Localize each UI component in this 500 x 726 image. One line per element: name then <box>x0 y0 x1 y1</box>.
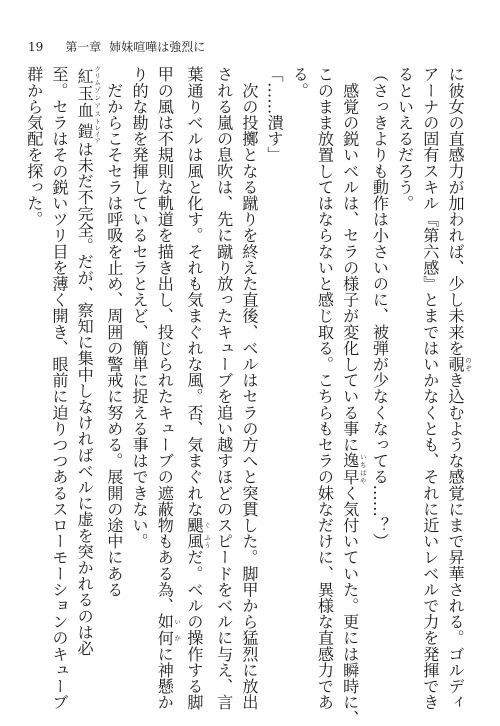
text-line <box>181 66 211 711</box>
text-segment: （さっきよりも動作は小さいのに、被弾が少なくなってる……？） <box>369 66 389 549</box>
text-line <box>312 66 337 710</box>
ruby-base: 如 <box>154 613 174 630</box>
text-line <box>337 66 367 726</box>
text-segment: 甲の風は不規則な軌道を描き出し、投じられたキューブの遮蔽物もある為、 <box>154 66 174 614</box>
ruby-annotated-kanji <box>340 468 367 485</box>
ruby-annotated-kanji <box>154 629 182 646</box>
page-header <box>28 38 205 56</box>
text-segment: 次の投擲となる蹴りを終えた直後、ベルはセラの方へと突貫した。脚甲から猛烈に放出 <box>239 66 259 710</box>
text-segment: に神懸か <box>154 645 174 711</box>
ruby-annotated-kanji <box>445 355 472 372</box>
text-line <box>46 66 71 710</box>
ruby-reading: か <box>173 629 182 646</box>
text-line <box>101 66 126 682</box>
text-segment: 感覚の鋭いベルは、セラの様子が変化している事に <box>340 66 360 453</box>
ruby-reading: アス <box>93 101 102 118</box>
text-segment: り的な勘を発揮しているセラとえど、簡単に捉える事はできない。 <box>129 66 149 549</box>
text-segment: 至。セラはその鋭いツリ目を薄く開き、眼前に迫りつつあるスローモーションのキューブ <box>49 66 69 710</box>
text-line <box>392 66 417 682</box>
ruby-base: 逸 <box>340 452 360 469</box>
text-segment: アーナの固有スキル『第六感』とまではいかなくとも、それに近いレベルで力を発揮でき <box>420 66 440 710</box>
text-segment: き込むような感覚にまで昇華される。ゴルディ <box>445 371 465 711</box>
ruby-base: 血 <box>74 101 94 118</box>
text-segment: このまま放置してはならないと感じ取る。こちらもセラの妹なだけに、異様な直感力であ <box>314 66 334 710</box>
text-segment: だ。ベルの操作する脚 <box>184 549 204 711</box>
text-line <box>442 66 472 711</box>
ruby-reading: い <box>173 613 182 630</box>
text-line <box>152 66 182 711</box>
ruby-annotated-kanji <box>74 117 102 144</box>
ruby-reading: ふう <box>202 532 211 550</box>
text-line <box>71 66 101 682</box>
text-line <box>417 66 442 710</box>
text-segment: だからこそセラは呼吸を止め、周囲の警戒に努める。展開の途中にある <box>104 66 124 598</box>
ruby-reading: クリム <box>93 66 102 86</box>
ruby-annotated-kanji <box>184 532 211 550</box>
ruby-reading: いち <box>358 452 367 469</box>
ruby-annotated-kanji <box>74 101 102 118</box>
ruby-base: 颶 <box>184 516 204 533</box>
ruby-annotated-kanji <box>184 516 211 533</box>
text-segment: される嵐の息吹は、先に蹴り放ったキューブを追い越すほどのスピードをベルに与え、言 <box>214 66 234 710</box>
ruby-base: 風 <box>184 532 204 550</box>
ruby-base: 覗 <box>445 355 465 372</box>
text-line <box>126 66 151 682</box>
text-segment: 葉通りベルは風と化す。それも気まぐれな風。否、気まぐれな <box>184 66 204 517</box>
text-line <box>236 66 261 710</box>
text-segment: に彼女の直感力が加われば、少し未来を <box>445 66 465 356</box>
ruby-base: 鎧 <box>74 117 94 144</box>
ruby-base: 何 <box>154 629 174 646</box>
text-segment: る。 <box>289 66 309 99</box>
ruby-reading: ぐ <box>202 516 211 533</box>
text-line <box>261 66 286 682</box>
ruby-annotated-kanji <box>340 452 367 469</box>
text-segment: は未だ不完全。だが、察知に集中しなければベルに虚を突かれるのは必 <box>74 140 94 656</box>
ruby-base: 玉 <box>74 85 94 102</box>
text-segment: るといえるだろう。 <box>395 66 415 211</box>
ruby-base: 紅 <box>74 66 94 86</box>
ruby-reading: ゾン <box>93 85 102 102</box>
ruby-reading: はや <box>358 468 367 485</box>
ruby-reading: のぞ <box>464 355 472 372</box>
ruby-annotated-kanji <box>154 613 182 630</box>
ruby-reading: トレイア <box>93 117 102 144</box>
chapter-label: 第一章 <box>65 40 102 54</box>
ruby-annotated-kanji <box>74 85 102 102</box>
text-line <box>21 66 46 682</box>
page-number: 19 <box>28 40 44 54</box>
ruby-annotated-kanji <box>74 66 102 86</box>
text-segment: 群から気配を探った。 <box>24 66 44 227</box>
text-line <box>211 66 236 710</box>
vertical-body-text <box>24 66 472 726</box>
chapter-title: 姉妹喧嘩は強烈に <box>109 40 206 54</box>
text-segment: く気付いていた。更には瞬時に、 <box>340 484 360 726</box>
ruby-base: 早 <box>340 468 360 485</box>
text-line <box>367 66 392 682</box>
text-segment: 「……潰す」 <box>264 66 284 163</box>
text-line <box>287 66 312 682</box>
